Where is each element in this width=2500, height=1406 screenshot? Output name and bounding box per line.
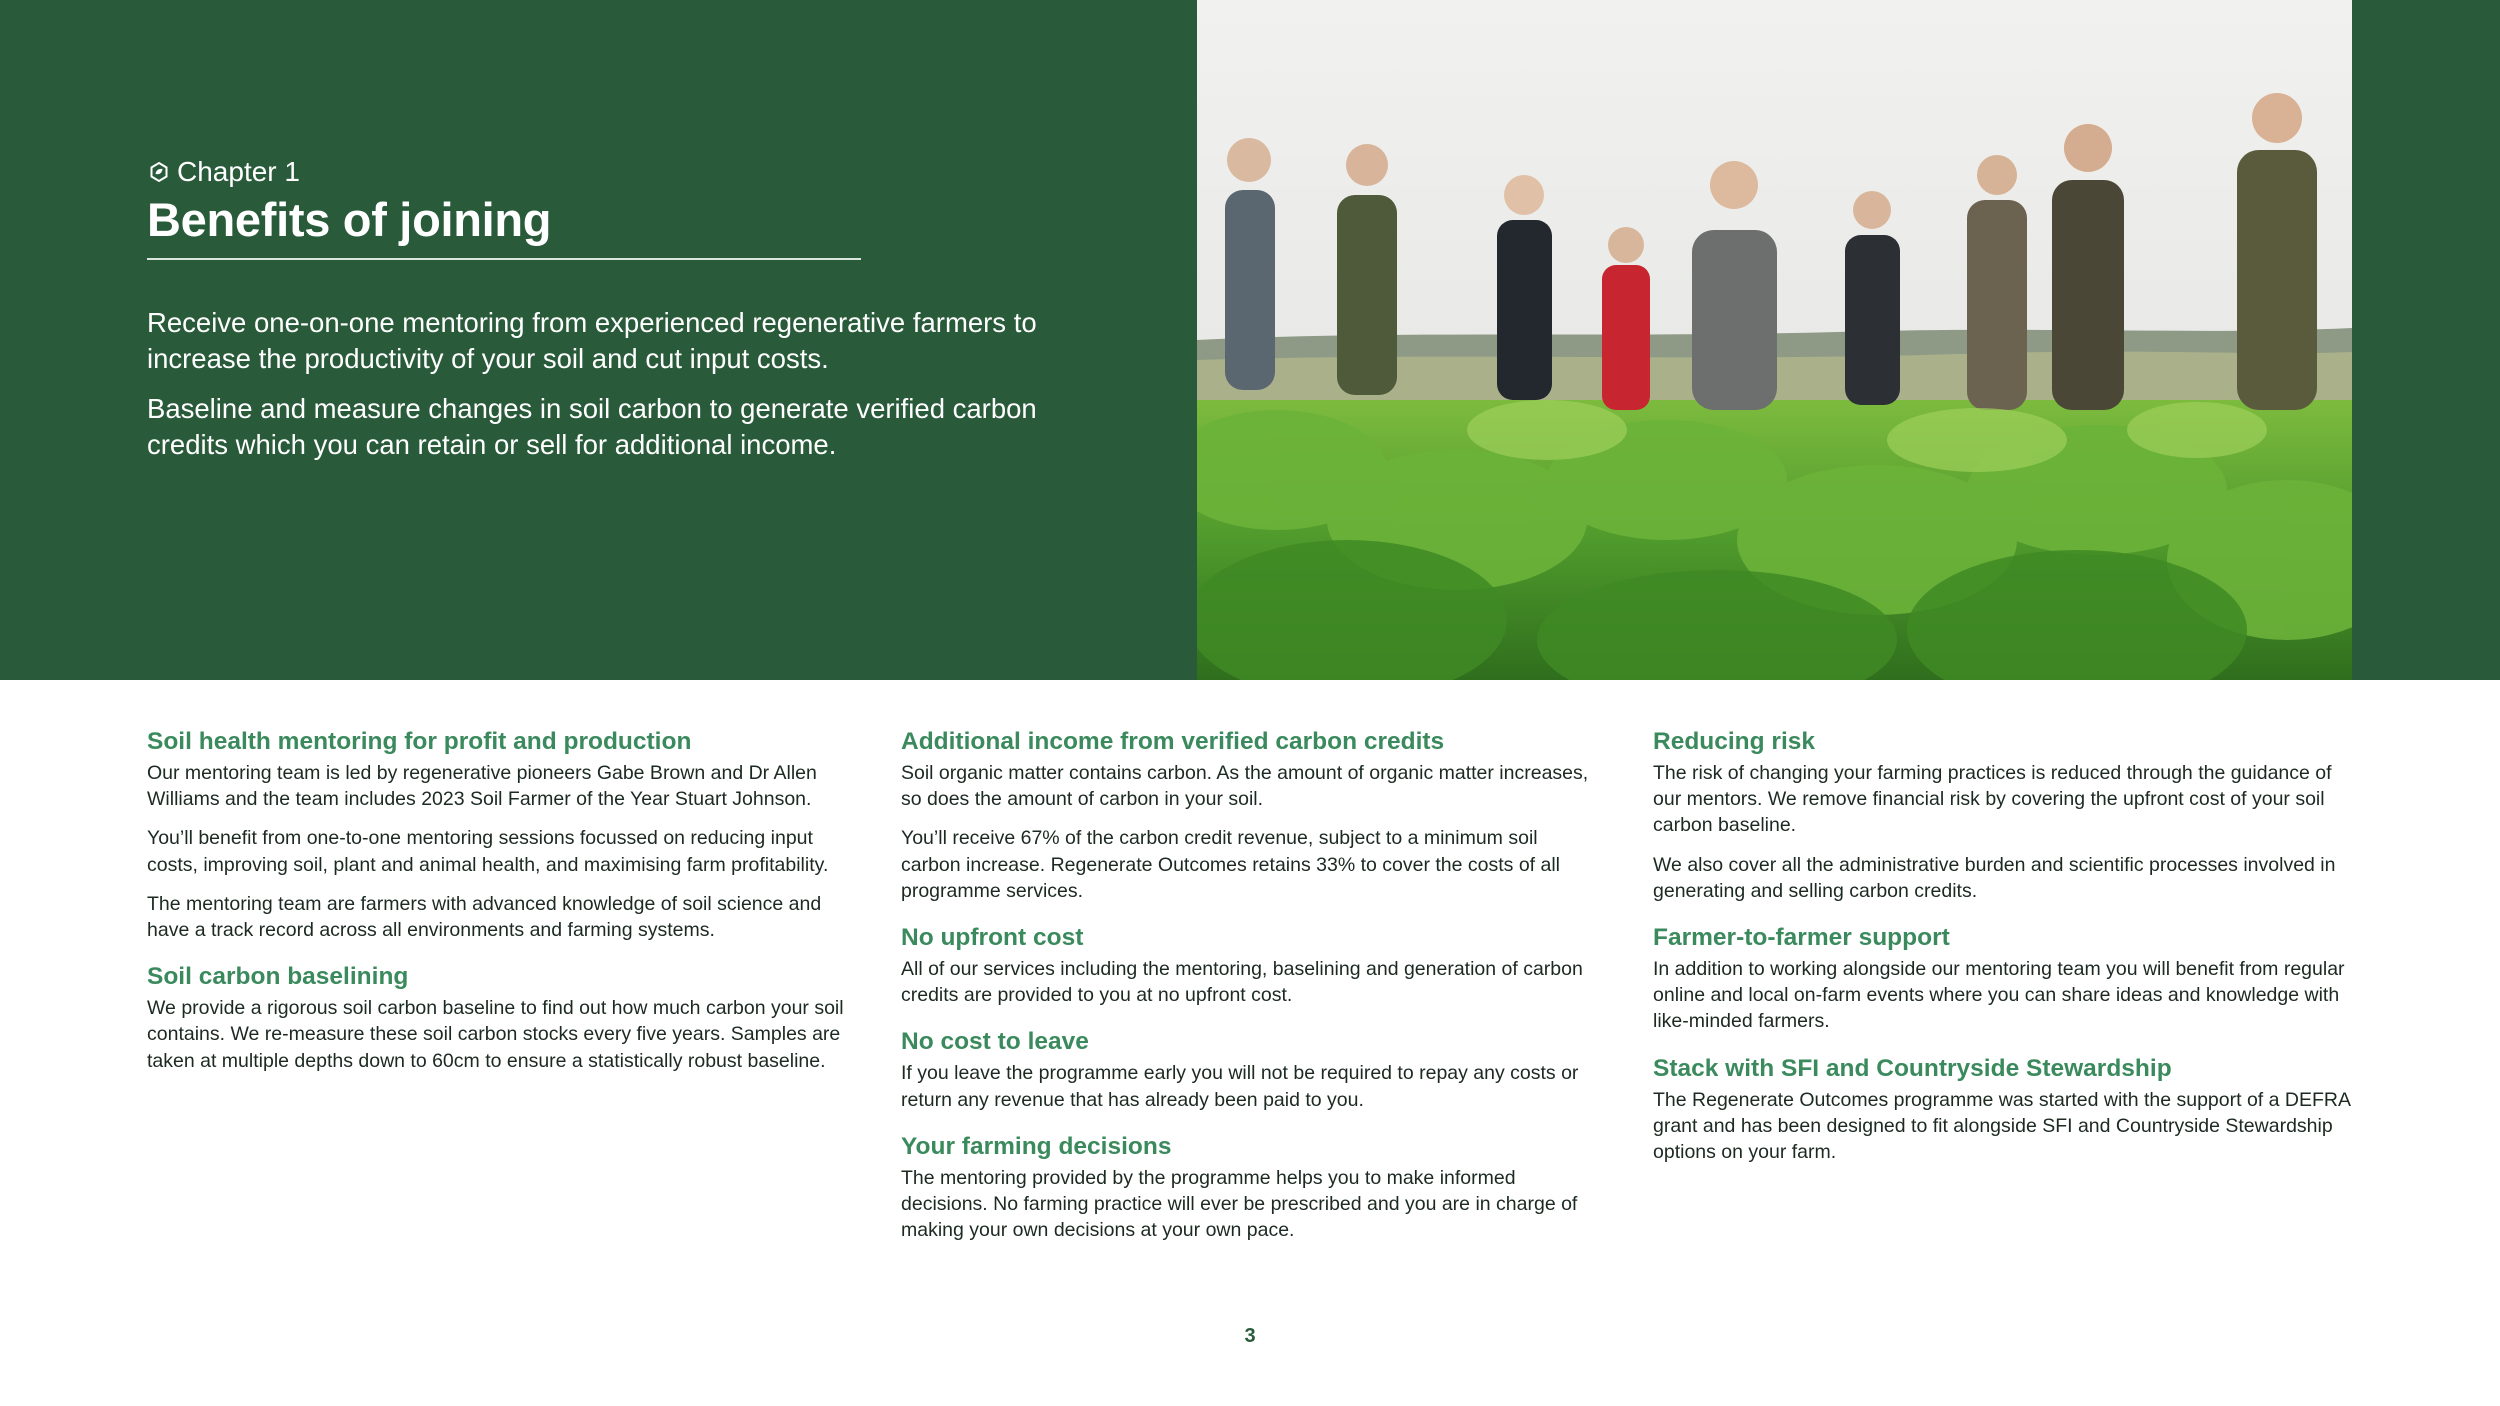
section-paragraph: In addition to working alongside our mentoring team you will benefit from regular online and local on-farm events where you can share ideas and knowledge with like-minded farmers. <box>1653 958 2345 1033</box>
benefit-section <box>147 728 847 943</box>
benefit-section <box>901 1028 1601 1112</box>
page-number: 3 <box>1244 1325 1256 1347</box>
section-heading: No upfront cost <box>901 924 1084 952</box>
intro-paragraph: Baseline and measure changes in soil carbon to generate verified carbon credits which you can retain or sell for additional income. <box>147 393 1037 460</box>
benefits-column-2 <box>901 728 1601 1263</box>
section-paragraph: If you leave the programme early you will not be required to repay any costs or return any revenue that has already been paid to you. <box>901 1062 1579 1111</box>
title-divider <box>147 258 861 260</box>
section-paragraph: We also cover all the administrative burden and scientific processes involved in generating and selling carbon credits. <box>1653 853 2336 902</box>
section-paragraph: The Regenerate Outcomes programme was started with the support of a DEFRA grant and has been designed to fit alongside SFI and Countryside Stewardship options on your farm. <box>1653 1088 2350 1164</box>
section-heading: Soil health mentoring for profit and production <box>147 728 692 755</box>
section-paragraph: We provide a rigorous soil carbon baseline to find out how much carbon your soil contains. We re-measure these soil carbon stocks every five years. Samples are taken at multiple depths down to 60cm to ensure a statistically robust baseline. <box>147 997 844 1072</box>
benefit-section <box>901 1133 1601 1244</box>
benefit-section <box>1653 1055 2353 1166</box>
section-heading: Additional income from verified carbon credits <box>901 728 1445 755</box>
section-heading: Soil carbon baselining <box>147 963 409 991</box>
intro-paragraph: Receive one-on-one mentoring from experienced regenerative farmers to increase the productivity of your soil and cut input costs. <box>147 307 1037 374</box>
section-paragraph: Our mentoring team is led by regenerative pioneers Gabe Brown and Dr Allen Williams and the team includes 2023 Soil Farmer of the Year Stuart Johnson. <box>147 762 817 811</box>
section-heading: Reducing risk <box>1653 728 1816 755</box>
page-title: Benefits of joining <box>147 193 552 246</box>
benefit-section <box>147 963 847 1074</box>
benefits-column-1 <box>147 728 847 1094</box>
benefit-section <box>1653 728 2353 904</box>
section-paragraph: The risk of changing your farming practices is reduced through the guidance of our mentors. We remove financial risk by covering the upfront cost of your soil carbon baseline. <box>1653 762 2332 837</box>
section-heading: Your farming decisions <box>901 1132 1172 1160</box>
benefits-column-3 <box>1653 728 2353 1185</box>
regenerate-logo-icon <box>147 160 171 184</box>
benefit-section <box>901 728 1601 904</box>
benefit-section <box>901 924 1601 1008</box>
chapter-label <box>147 156 300 188</box>
farmers-in-field-image <box>1197 0 2352 680</box>
field-photo <box>1197 0 2352 680</box>
section-paragraph: The mentoring team are farmers with advanced knowledge of soil science and have a track record across all environments and farming systems. <box>147 892 822 942</box>
section-paragraph: You’ll receive 67% of the carbon credit revenue, subject to a minimum soil carbon increase. Regenerate Outcomes retains 33% to cover the costs of all programme services. <box>901 827 1561 902</box>
intro-text <box>147 305 1087 477</box>
section-paragraph: All of our services including the mentoring, baselining and generation of carbon credits are provided to you at no upfront cost. <box>901 958 1583 1007</box>
section-paragraph: The mentoring provided by the programme helps you to make informed decisions. No farming practice will ever be prescribed and you are in charge of making your own decisions at your own pace. <box>901 1166 1578 1242</box>
section-heading: Farmer-to-farmer support <box>1653 924 1950 952</box>
chapter-text: Chapter 1 <box>177 156 300 187</box>
section-paragraph: Soil organic matter contains carbon. As the amount of organic matter increases, so does the amount of carbon in your soil. <box>901 762 1589 811</box>
section-paragraph: You’ll benefit from one-to-one mentoring sessions focussed on reducing input costs, improving soil, plant and animal health, and maximising farm profitability. <box>147 827 829 876</box>
section-heading: No cost to leave <box>901 1028 1089 1056</box>
benefit-section <box>1653 924 2353 1035</box>
section-heading: Stack with SFI and Countryside Stewardship <box>1653 1054 2172 1082</box>
